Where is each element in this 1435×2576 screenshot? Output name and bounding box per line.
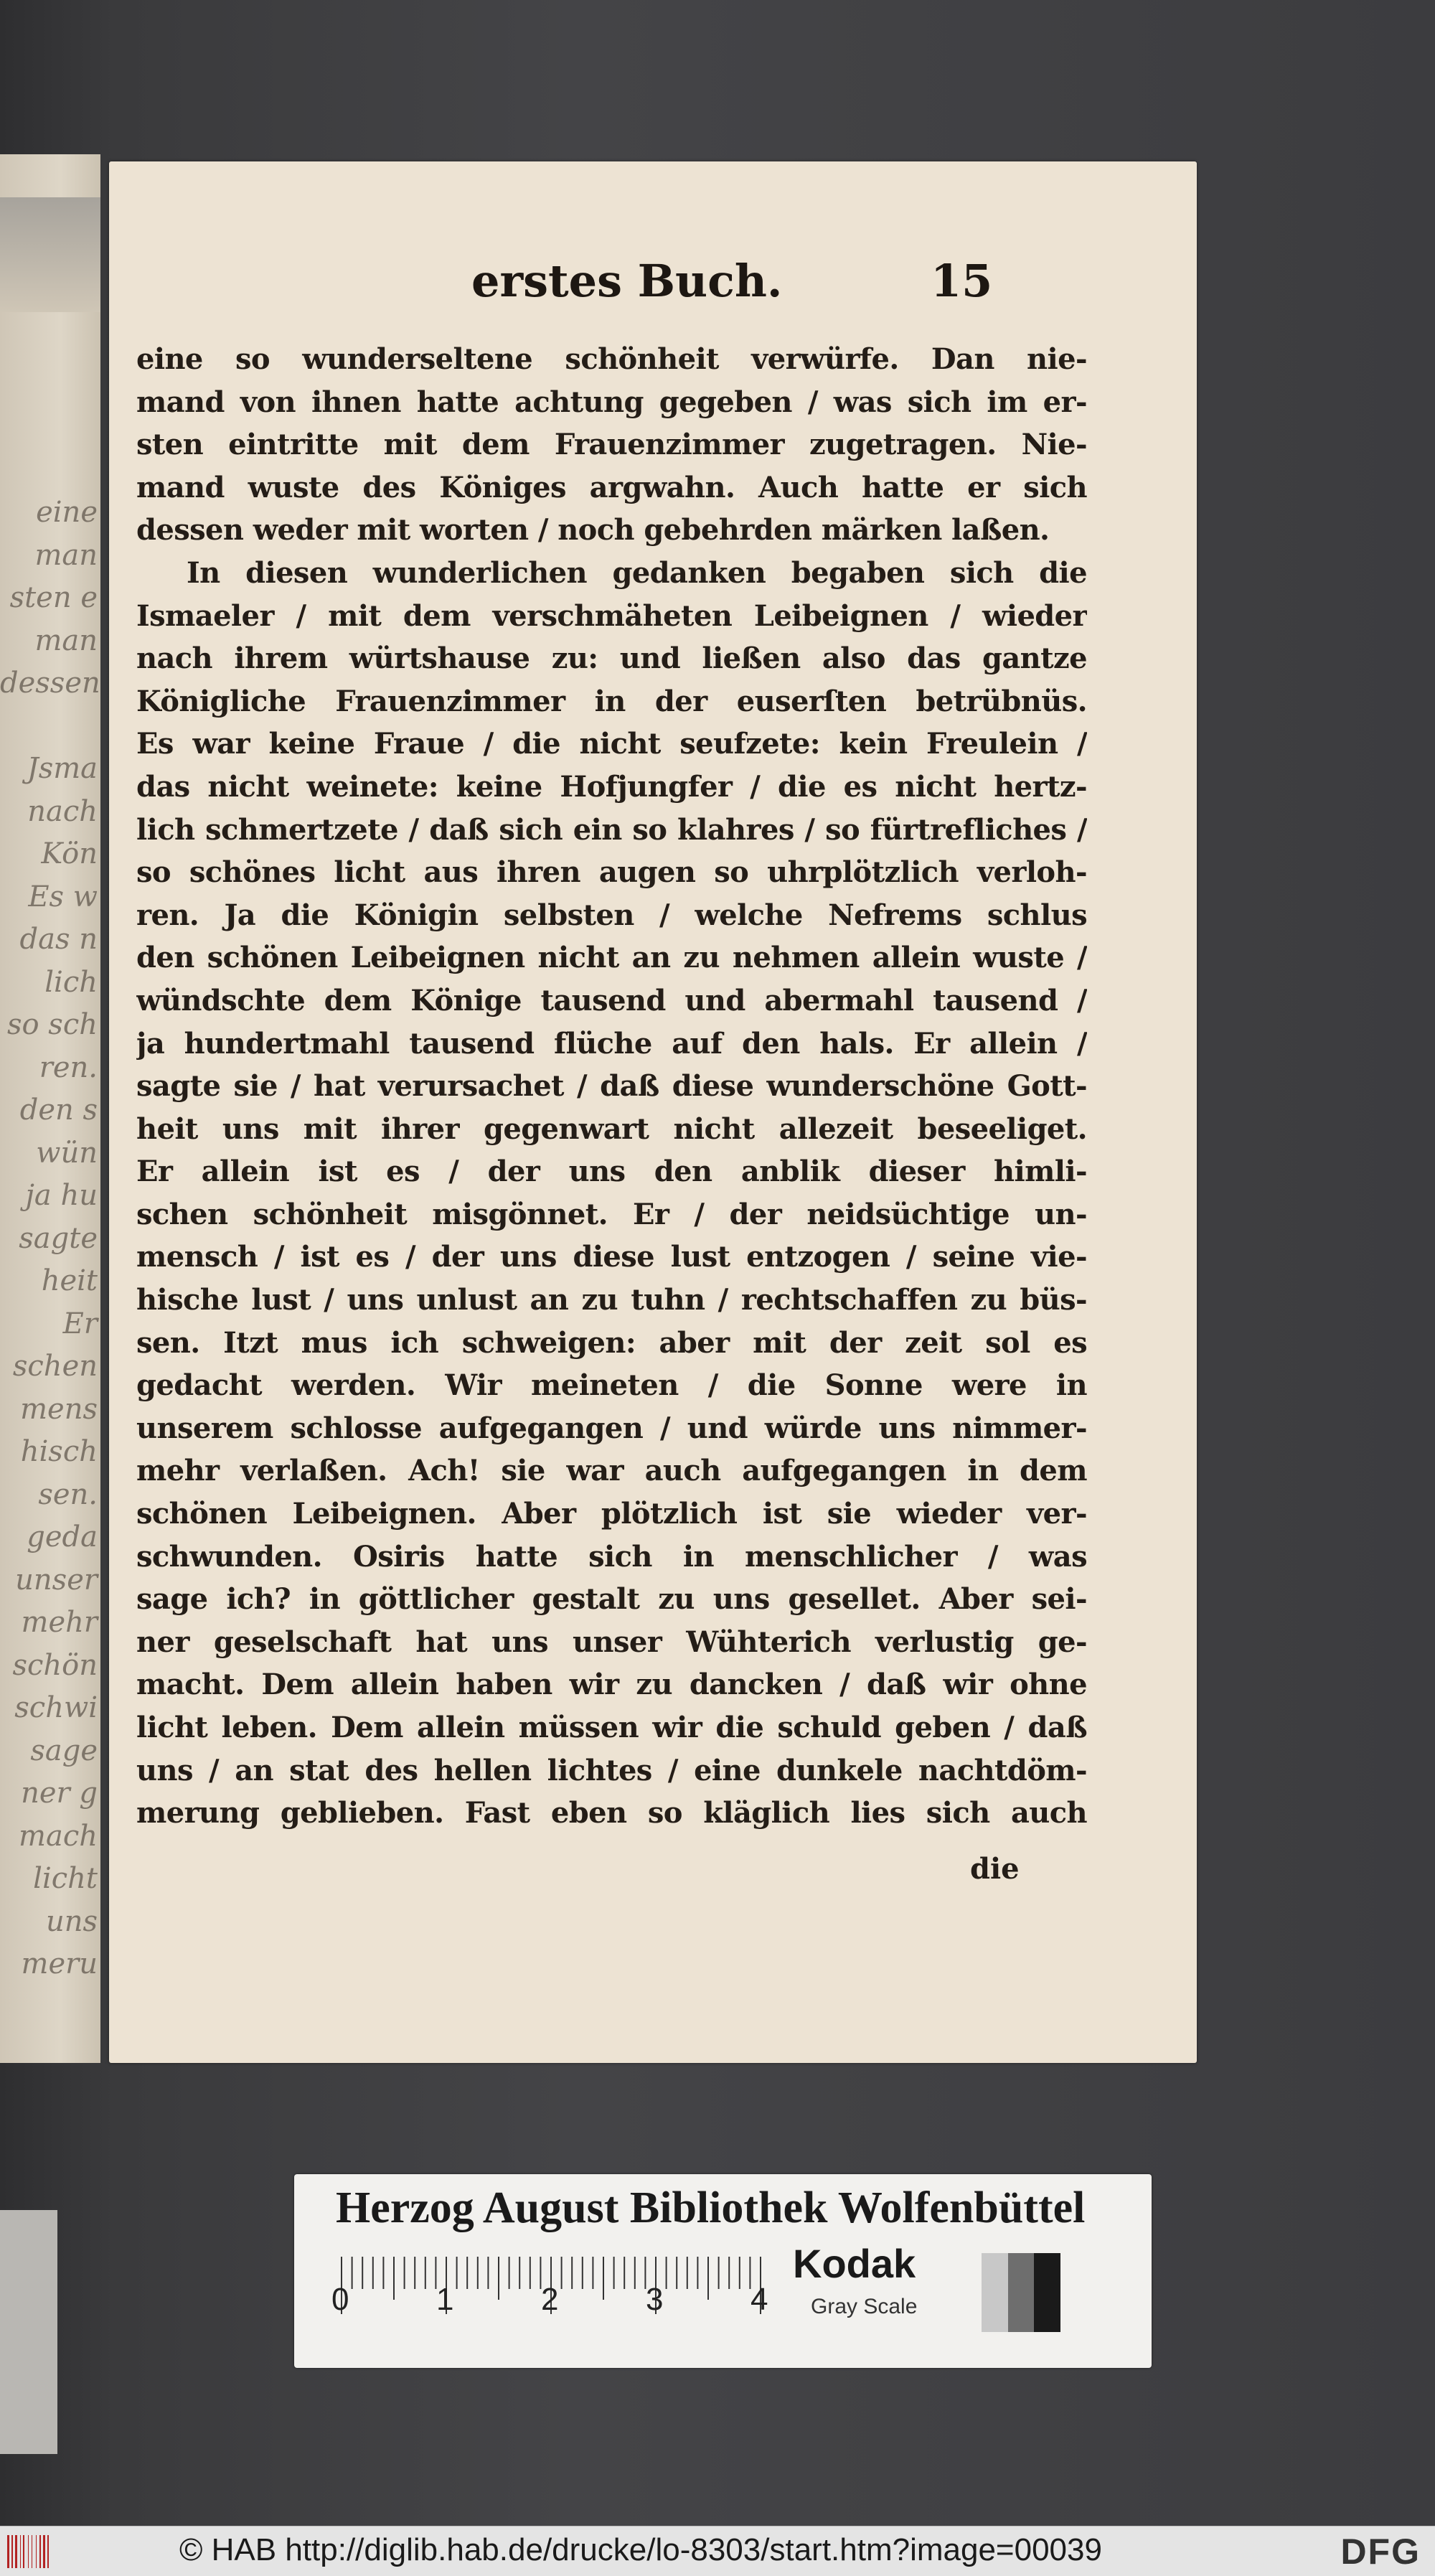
barcode-icon — [6, 2535, 63, 2568]
text-line: schönen Leibeignen. Aber plötzlich ist sie wieder ver- — [136, 1497, 1087, 1531]
text-line: heit uns mit ihrer gegenwart nicht allezeit beseeliget. — [136, 1111, 1087, 1146]
left-page-fragment: schwi — [14, 1691, 98, 1724]
book-page — [109, 161, 1197, 2063]
text-line: das nicht weinete: keine Hofjungfer / die es nicht hertz- — [136, 769, 1087, 804]
left-page-fragment: sten e — [9, 581, 98, 614]
text-line: Ismaeler / mit dem verschmäheten Leibeignen / wieder — [136, 598, 1087, 633]
text-line: sagte sie / hat verursachet / daß diese wunderschöne Gott- — [136, 1069, 1087, 1104]
text-line: schwunden. Osiris hatte sich in menschlicher / was — [136, 1539, 1087, 1574]
left-page-fragment: nach — [27, 794, 98, 828]
left-page-fragment: mach — [19, 1819, 98, 1853]
left-page-fragment: schen — [12, 1350, 98, 1383]
text-line: mensch / ist es / der uns diese lust entzogen / seine vie- — [136, 1240, 1087, 1274]
left-page-fragment: dessen — [0, 667, 100, 700]
text-line: mand von ihnen hatte achtung gegeben / was sich im er- — [136, 385, 1087, 419]
left-page-fragment: sen. — [38, 1477, 98, 1511]
barcode-bar — [36, 2535, 37, 2568]
left-page-fragment: sage — [30, 1734, 98, 1767]
gray-scale-patches — [982, 2253, 1060, 2332]
gray-patch — [1034, 2253, 1060, 2332]
left-page-fragment: den s — [19, 1094, 98, 1127]
left-page-fragment: licht — [33, 1862, 98, 1895]
text-line: licht leben. Dem allein müssen wir die schuld geben / daß — [136, 1711, 1087, 1744]
footer-url[interactable]: © HAB http://diglib.hab.de/drucke/lo-8303/start.htm?image=00039 — [179, 2532, 1102, 2567]
left-page-fragment: hisch — [20, 1435, 98, 1468]
gray-patch — [1008, 2253, 1035, 2332]
left-page-fragment: so sch — [6, 1008, 98, 1041]
running-title: erstes Buch. — [471, 255, 783, 307]
text-line: sen. Itzt mus ich schweigen: aber mit der zeit sol es — [136, 1325, 1087, 1360]
ruler-number: 2 — [541, 2282, 559, 2317]
left-page-fragment: schön — [12, 1648, 98, 1682]
left-page-fragment: man — [34, 624, 98, 657]
ruler-number: 1 — [436, 2282, 454, 2317]
catchword: die — [970, 1852, 1020, 1886]
barcode-bar — [7, 2535, 9, 2568]
text-line: ren. Ja die Königin selbsten / welche Nefrems schlus — [136, 898, 1087, 932]
text-line: Königliche Frauenzimmer in der euserſten betrübnüs. — [136, 684, 1087, 718]
barcode-bar — [15, 2535, 17, 2568]
barcode-bar — [43, 2535, 45, 2568]
text-line: wündschte dem Könige tausend und abermahl tausend / — [136, 983, 1087, 1017]
text-line: merung geblieben. Fast eben so kläglich lies sich auch — [136, 1796, 1087, 1830]
left-page-fragment: meru — [21, 1947, 98, 1980]
left-page-fragment: uns — [45, 1904, 98, 1938]
gray-patch — [982, 2253, 1008, 2332]
left-page-fragment: Kön — [41, 837, 98, 870]
barcode-bar — [28, 2535, 29, 2568]
text-line: ja hundertmahl tausend flüche auf den hals. Er allein / — [136, 1026, 1087, 1061]
text-line: dessen weder mit worten / noch gebehrden märken laßen. — [136, 513, 1050, 547]
left-page-fragment: eine — [36, 496, 98, 529]
barcode-bar — [47, 2535, 49, 2568]
page-number: 15 — [931, 255, 993, 307]
left-page-edge — [0, 154, 100, 2063]
footer-bar — [0, 2526, 1435, 2576]
text-line: hische lust / uns unlust an zu tuhn / rechtschaffen zu büs- — [136, 1283, 1087, 1317]
left-page-fragment: lich — [44, 965, 98, 999]
left-page-fragment: mehr — [21, 1606, 98, 1639]
text-line: sage ich? in göttlicher gestalt zu uns gesellet. Aber sei- — [136, 1582, 1087, 1617]
text-line: In diesen wunderlichen gedanken begaben sich die — [187, 555, 1087, 590]
text-line: so schönes licht aus ihren augen so uhrplötzlich verloh- — [136, 855, 1087, 890]
left-page-fragment: wün — [36, 1136, 98, 1170]
left-page-fragment: heit — [41, 1264, 98, 1297]
text-line: Es war keine Fraue / die nicht seufzete: kein Freulein / — [136, 727, 1087, 761]
text-line: den schönen Leibeignen nicht an zu nehmen allein wuste / — [136, 941, 1087, 975]
text-line: mand wuste des Königes argwahn. Auch hatte er sich — [136, 470, 1087, 504]
left-page-fragment — [0, 705, 100, 748]
left-page-fragment: ren. — [39, 1050, 98, 1084]
left-page-fragment: geda — [27, 1520, 98, 1553]
color-scale-card — [294, 2174, 1152, 2368]
text-line: unserem schlosse aufgegangen / und würde uns nimmer- — [136, 1411, 1087, 1445]
left-page-fragment: ner g — [21, 1777, 98, 1810]
text-line: nach ihrem würtshause zu: und ließen also das gantze — [136, 641, 1087, 676]
text-line: Er allein ist es / der uns den anblik dieser himli- — [136, 1155, 1087, 1189]
text-line: lich schmertzete / daß sich ein so klahres / so fürtrefliches / — [136, 812, 1087, 847]
library-name: Herzog August Bibliothek Wolfenbüttel — [336, 2184, 1086, 2232]
text-line: eine so wunderseltene schönheit verwürfe. Dan nie- — [136, 342, 1087, 376]
left-page-fragment: ja hu — [25, 1179, 98, 1212]
text-line: ner geselschaft hat uns unser Wühterich verlustig ge- — [136, 1625, 1087, 1659]
text-line: macht. Dem allein haben wir zu dancken / daß wir ohne — [136, 1668, 1087, 1702]
left-page-fragment: sagte — [19, 1221, 98, 1255]
barcode-bar — [23, 2535, 24, 2568]
left-page-fragment: Es w — [28, 880, 98, 913]
kodak-logo: Kodak — [793, 2241, 916, 2286]
barcode-bar — [20, 2535, 21, 2568]
left-page-fragment: unser — [15, 1563, 98, 1597]
barcode-bar — [39, 2535, 41, 2568]
left-page-fragment: Er — [62, 1307, 98, 1340]
body-text — [136, 338, 1087, 1835]
left-page-fragment: man — [34, 538, 98, 572]
text-line: uns / an stat des hellen lichtes / eine dunkele nachtdöm- — [136, 1753, 1087, 1787]
left-page-fragment: Jsma — [27, 752, 98, 785]
dfg-logo: DFG — [1340, 2532, 1421, 2572]
ruler-number: 3 — [646, 2282, 664, 2317]
left-page-fragment: das n — [19, 923, 98, 956]
left-page-text — [0, 492, 100, 1986]
page-header — [109, 255, 1197, 312]
ruler-number: 4 — [751, 2282, 768, 2317]
left-page-shadow — [0, 197, 100, 312]
left-page-fragment: mens — [20, 1392, 98, 1426]
left-strip — [0, 2210, 57, 2454]
text-line: sten eintritte mit dem Frauenzimmer zugetragen. Nie- — [136, 428, 1087, 462]
text-line: gedacht werden. Wir meineten / die Sonne were in — [136, 1368, 1087, 1403]
text-line: mehr verlaßen. Ach! sie war auch aufgegangen in dem — [136, 1454, 1087, 1488]
ruler-number: 0 — [331, 2282, 349, 2317]
barcode-bar — [11, 2535, 13, 2568]
kodak-subtitle: Gray Scale — [811, 2295, 918, 2318]
text-line: schen schönheit misgönnet. Er / der neidsüchtige un- — [136, 1197, 1087, 1231]
